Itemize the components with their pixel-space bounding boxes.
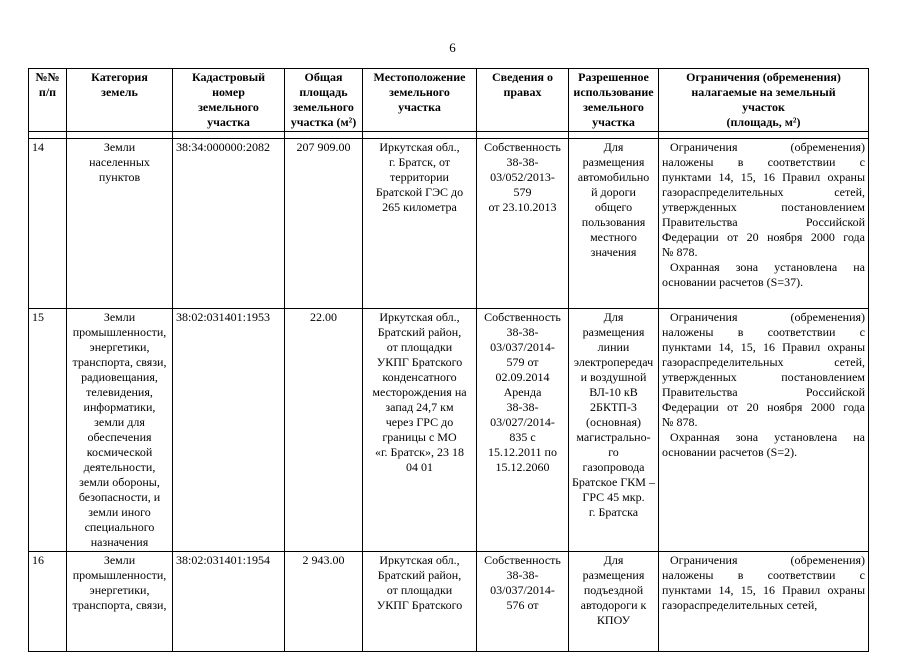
restriction-line: Федерации от 20 ноября 2000 года [662, 400, 865, 414]
header-number: №№ п/п [29, 69, 67, 132]
row-rights: Собственность 38-38- 03/037/2014- 579 от 02.09.2014 Аренда 38-38- 03/027/2014- 835 с 15.12.2011 по 15.12.2060 [477, 309, 569, 552]
table-row [29, 309, 869, 552]
row-rights: Собственность 38-38- 03/037/2014- 576 от [477, 552, 569, 652]
restriction-line: наложены в соответствии с [662, 155, 865, 169]
restriction-line: газораспределительных сетей, [662, 185, 865, 199]
row-category: Земли населенных пунктов [67, 139, 173, 309]
restriction-line: Ограничения (обременения) [670, 310, 865, 324]
row-area: 22.00 [285, 309, 363, 552]
row-location: Иркутская обл., Братский район, от площадки УКПГ Братского конденсатного месторождения на запад 24,7 км через ГРС до границы с МО «г. Братск», 23 18 04 01 [363, 309, 477, 552]
land-plots-table-wrapper [28, 68, 869, 652]
header-restrictions: Ограничения (обременения) налагаемые на земельный участок (площадь, м²) [659, 69, 869, 132]
row-cadastral-number: 38:02:031401:1953 [173, 309, 285, 552]
land-plots-table [28, 68, 869, 652]
restriction-line: газораспределительных сетей, [662, 598, 818, 612]
row-restrictions [659, 552, 869, 652]
row-location: Иркутская обл., г. Братск, от территории Братской ГЭС до 265 километра [363, 139, 477, 309]
row-location: Иркутская обл., Братский район, от площадки УКПГ Братского [363, 552, 477, 652]
row-category: Земли промышленности, энергетики, транспорта, связи, [67, 552, 173, 652]
restriction-line: утвержденных постановлением [662, 370, 865, 384]
header-category: Категория земель [67, 69, 173, 132]
row-cadastral-number: 38:02:031401:1954 [173, 552, 285, 652]
row-number: 16 [29, 552, 67, 652]
row-number: 14 [29, 139, 67, 309]
header-area: Общая площадь земельного участка (м²) [285, 69, 363, 132]
row-usage: Для размещения автомобильно й дороги общего пользования местного значения [569, 139, 659, 309]
restriction-line: пунктами 14, 15, 16 Правил охраны [662, 340, 865, 354]
row-area: 2 943.00 [285, 552, 363, 652]
table-row [29, 552, 869, 652]
restriction-line: наложены в соответствии с [662, 325, 865, 339]
restriction-zone-line: основании расчетов (S=37). [662, 275, 804, 289]
separator-row [29, 132, 869, 139]
restriction-line: пунктами 14, 15, 16 Правил охраны [662, 583, 865, 597]
restriction-line: № 878. [662, 415, 698, 429]
table-row [29, 139, 869, 309]
restriction-line: Ограничения (обременения) [670, 140, 865, 154]
restriction-zone-line: Охранная зона установлена на [670, 430, 865, 444]
restriction-zone-line: основании расчетов (S=2). [662, 445, 798, 459]
restriction-line: Правительства Российской [662, 385, 865, 399]
restriction-line: утвержденных постановлением [662, 200, 865, 214]
row-area: 207 909.00 [285, 139, 363, 309]
row-rights: Собственность 38-38- 03/052/2013- 579 от 23.10.2013 [477, 139, 569, 309]
row-restrictions [659, 139, 869, 309]
row-restrictions [659, 309, 869, 552]
restriction-line: наложены в соответствии с [662, 568, 865, 582]
header-cadastral: Кадастровый номер земельного участка [173, 69, 285, 132]
row-category: Земли промышленности, энергетики, транспорта, связи, радиовещания, телевидения, информатики, земли для обеспечения космической деятельности, земли обороны, безопасности, и земли иного специального назначения [67, 309, 173, 552]
header-rights: Сведения о правах [477, 69, 569, 132]
table-header-row [29, 69, 869, 132]
table-body [29, 132, 869, 652]
row-usage: Для размещения линии электропередач и воздушной ВЛ-10 кВ 2БКТП-3 (основная) магистрально-го газопровода Братское ГКМ – ГРС 45 мкр. г. Братска [569, 309, 659, 552]
row-cadastral-number: 38:34:000000:2082 [173, 139, 285, 309]
row-usage: Для размещения подъездной автодороги к КПОУ [569, 552, 659, 652]
restriction-line: газораспределительных сетей, [662, 355, 865, 369]
restriction-line: Правительства Российской [662, 215, 865, 229]
header-usage: Разрешенное использование земельного участка [569, 69, 659, 132]
page-number: 6 [449, 40, 456, 55]
row-number: 15 [29, 309, 67, 552]
restriction-zone-line: Охранная зона установлена на [670, 260, 865, 274]
restriction-line: Федерации от 20 ноября 2000 года [662, 230, 865, 244]
restriction-line: пунктами 14, 15, 16 Правил охраны [662, 170, 865, 184]
restriction-line: № 878. [662, 245, 698, 259]
restriction-line: Ограничения (обременения) [670, 553, 865, 567]
header-location: Местоположение земельного участка [363, 69, 477, 132]
